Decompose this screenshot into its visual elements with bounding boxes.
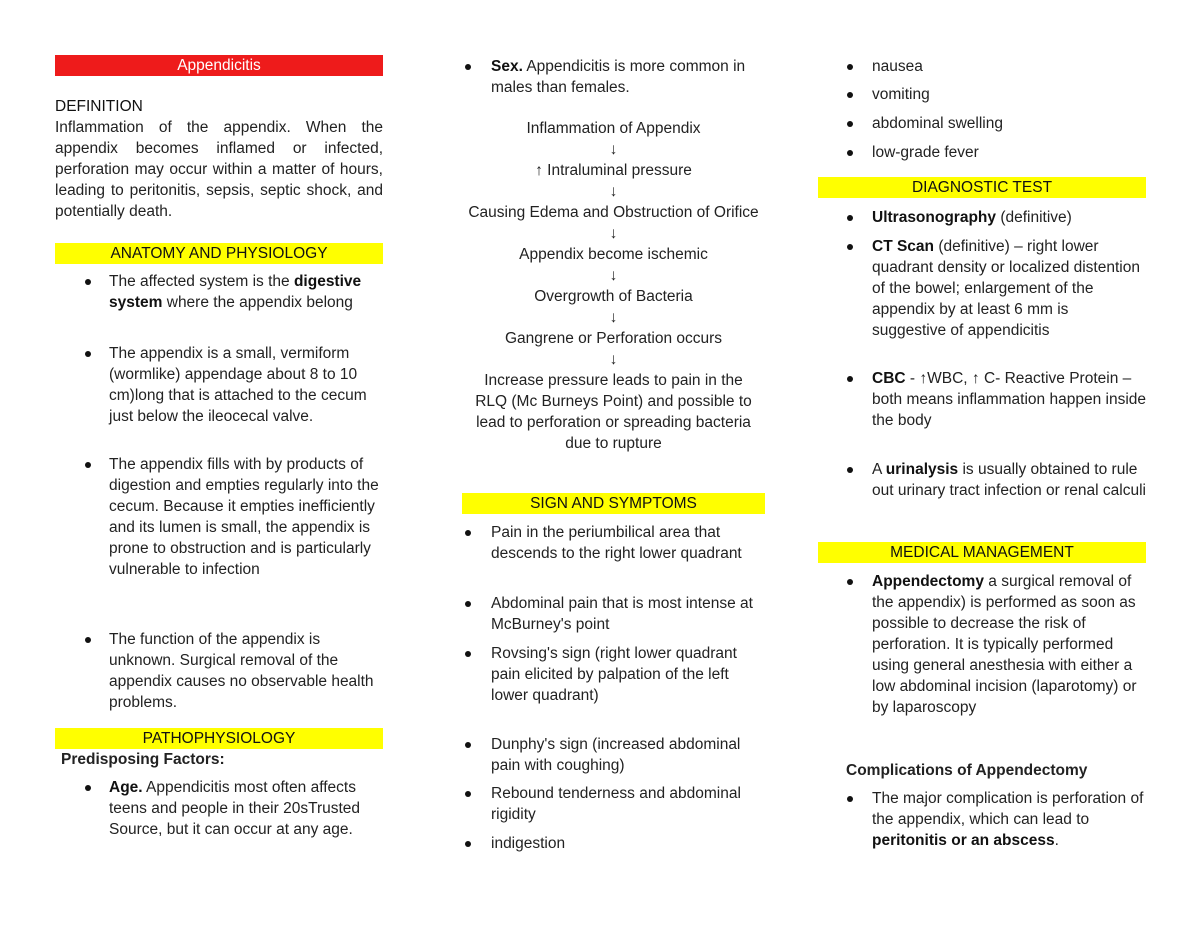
flow-step: Increase pressure leads to pain in the RLQ (Mc Burneys Point) and possible to lead to perforation or spreading bacteria due to rupture [475, 372, 752, 452]
bullet-icon [465, 601, 471, 607]
management-heading: MEDICAL MANAGEMENT [818, 542, 1146, 563]
list-item: The appendix is a small, vermiform (wormlike) appendage about 8 to 10 cm)long that is attached to the cecum just below the ileocecal valve. [55, 343, 383, 427]
list-item: A urinalysis is usually obtained to rule out urinary tract infection or renal calculi [818, 459, 1146, 501]
anatomy-heading: ANATOMY AND PHYSIOLOGY [55, 243, 383, 264]
complications-heading: Complications of Appendectomy [846, 762, 1088, 779]
document-title: Appendicitis [55, 55, 383, 76]
bullet-icon [847, 121, 853, 127]
flow-step: Inflammation of Appendix [526, 120, 701, 137]
flow-step: Overgrowth of Bacteria [534, 288, 693, 305]
flow-step: Gangrene or Perforation occurs [504, 330, 723, 347]
list-item: CT Scan (definitive) – right lower quadrant density or localized distention of the bowel; enlargement of the appendix by at least 6 mm is suggestive of appendicitis [818, 236, 1146, 341]
list-item: The major complication is perforation of the appendix, which can lead to peritonitis or an abscess. [818, 788, 1146, 851]
bullet-icon [85, 279, 91, 285]
list-item: Appendectomy a surgical removal of the appendix) is performed as soon as possible to decrease the risk of perforation. It is typically performed using general anesthesia with either a low abdominal incision (laparotomy) or by laparoscopy [818, 571, 1146, 718]
bullet-icon [847, 376, 853, 382]
pathophysiology-heading: PATHOPHYSIOLOGY [55, 728, 383, 749]
list-item: Dunphy's sign (increased abdominal pain with coughing) [462, 734, 765, 776]
bullet-icon [85, 462, 91, 468]
list-item: Ultrasonography (definitive) [818, 207, 1146, 228]
predisposing-factors-heading: Predisposing Factors: [61, 751, 225, 768]
bullet-icon [847, 244, 853, 250]
bullet-icon [847, 64, 853, 70]
bullet-icon [847, 796, 853, 802]
bullet-icon [85, 785, 91, 791]
flow-step: Appendix become ischemic [519, 246, 708, 263]
bullet-icon [85, 351, 91, 357]
down-arrow-icon: ↓ [609, 351, 618, 368]
down-arrow-icon: ↓ [609, 183, 618, 200]
list-item: nausea [818, 56, 1146, 77]
bullet-icon [85, 637, 91, 643]
list-item: Rebound tenderness and abdominal rigidity [462, 783, 765, 825]
definition-text: Inflammation of the appendix. When the appendix becomes inflamed or infected, perforation may occur within a matter of hours, leading to peritonitis, sepsis, septic shock, and potentially death. [55, 119, 383, 220]
bullet-icon [847, 215, 853, 221]
list-item: vomiting [818, 84, 1146, 105]
bullet-icon [847, 579, 853, 585]
list-item: Pain in the periumbilical area that descends to the right lower quadrant [462, 522, 765, 564]
list-item: Rovsing's sign (right lower quadrant pain elicited by palpation of the left lower quadrant) [462, 643, 765, 706]
list-item: CBC - ↑WBC, ↑ C- Reactive Protein – both means inflammation happen inside the body [818, 368, 1146, 431]
definition-heading: DEFINITION [55, 98, 143, 115]
bullet-icon [465, 841, 471, 847]
list-item: abdominal swelling [818, 113, 1146, 134]
flow-step: ↑ Intraluminal pressure [535, 162, 692, 179]
list-item: low-grade fever [818, 142, 1146, 163]
down-arrow-icon: ↓ [609, 141, 618, 158]
list-item: The appendix fills with by products of digestion and empties regularly into the cecum. Because it empties inefficiently and its lumen is small, the appendix is prone to obstruction and is particularly vulnerable to infection [55, 454, 383, 580]
list-item: Age. Appendicitis most often affects teens and people in their 20sTrusted Source, but it can occur at any age. [55, 777, 383, 840]
pathophysiology-flowchart [462, 118, 765, 454]
list-item: The function of the appendix is unknown. Surgical removal of the appendix causes no observable health problems. [55, 629, 383, 713]
bullet-icon [847, 92, 853, 98]
diagnostic-heading: DIAGNOSTIC TEST [818, 177, 1146, 198]
list-item: The affected system is the digestive system where the appendix belong [55, 271, 383, 313]
bullet-icon [465, 791, 471, 797]
flow-step: Causing Edema and Obstruction of Orifice [468, 204, 759, 221]
bullet-icon [847, 150, 853, 156]
bullet-icon [465, 530, 471, 536]
bullet-icon [465, 742, 471, 748]
bullet-icon [465, 64, 471, 70]
down-arrow-icon: ↓ [609, 267, 618, 284]
bullet-icon [465, 651, 471, 657]
list-item: indigestion [462, 833, 765, 854]
list-item: Abdominal pain that is most intense at McBurney's point [462, 593, 765, 635]
down-arrow-icon: ↓ [609, 309, 618, 326]
bullet-icon [847, 467, 853, 473]
signs-heading: SIGN AND SYMPTOMS [462, 493, 765, 514]
list-item: Sex. Appendicitis is more common in males than females. [462, 56, 765, 98]
down-arrow-icon: ↓ [609, 225, 618, 242]
